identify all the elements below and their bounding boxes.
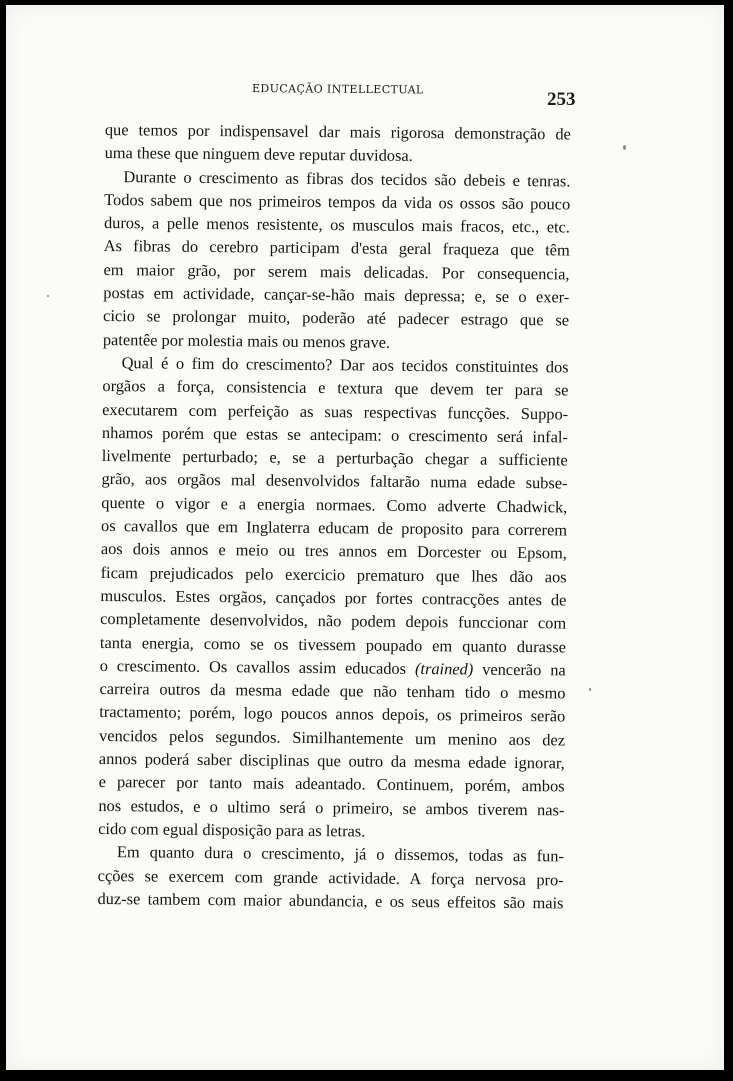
paper-speck [589,688,591,691]
text-line: tanta energia, como se os tivessem poupado em quanto durasse [99,632,567,656]
text-segment: o crescimento. Os cavallos assim educados [99,655,416,678]
book-page [6,5,724,1070]
text-line: orgãos a força, consistencia e textura que devem ter para se [102,376,569,400]
text-line: duz-se tambem com maior abundancia, e os seus effeitos são mais [97,888,564,913]
text-line: completamente desenvolvidos, não podem depois funccionar com [100,609,567,633]
text-line: postas em actividade, cançar-se-hão mais depressa; e, se o exer- [103,283,570,307]
text-line: vencidos pelos segundos. Similhantemente um menino aos dez [98,725,566,750]
italic-term: (trained) [414,658,474,679]
text-line: os cavallos que em Inglaterra educam de proposito para correrem [100,516,568,540]
paper-speck [623,145,626,150]
text-line: cções se exercem com grande actividade. A força nervosa pro- [97,865,564,889]
text-line: musculos. Estes orgãos, cançados por fortes contracções antes de [100,585,567,610]
text-line: Todos sabem que nos primeiros tempos da vida os ossos são pouco [104,189,571,214]
text-line: patentêe por molestia mais ou menos grave. [102,329,391,352]
text-line: nos estudos, e o ultimo será o primeiro, se ambos tiverem nas- [98,795,565,820]
text-line: cicio se prolongar muito, poderão até padecer estrago que se [103,306,570,330]
text-line: duros, a pelle menos resistente, os musculos mais fracos, etc., etc. [103,213,571,237]
text-line: nhamos porém que estas se antecipam: o crescimento será infal- [101,422,569,447]
body-text [97,118,571,915]
paper-speck [47,295,49,297]
text-line: grão, aos orgãos mal desenvolvidos faltarão numa edade subse- [101,469,568,493]
page-number: 253 [547,89,576,110]
text-line: uma these que ninguem deve reputar duvidosa. [104,143,413,166]
text-line: ficam prejudicados pelo exercicio prematuro que lhes dão aos [100,562,567,587]
text-line: em maior grão, por serem mais delicadas. Por consequencia, [103,259,570,284]
text-line: aos dois annos e meio ou tres annos em Dorcester ou Epsom, [100,539,567,563]
text-line: annos poderá saber disciplinas que outro da mesma edade ignorar, [98,748,565,773]
text-line: quente o vigor e a energia normaes. Como adverte Chadwick, [101,492,568,517]
text-segment: vencerão na [473,659,566,680]
text-line: e parecer por tanto mais adeantado. Continuem, porém, ambos [98,772,565,796]
text-line: executarem com perfeição as suas respectivas funcções. Suppo- [102,399,569,424]
text-line: Qual é o fim do crescimento? Dar aos tecidos constituintes dos [121,353,569,377]
text-line: que temos por indispensavel dar mais rigorosa demonstração de [104,119,571,144]
text-line: tractamento; porém, logo poucos annos depois, os primeiros serão [99,702,566,726]
text-line: livelmente perturbado; e, se a perturbação chegar a sufficiente [101,446,568,470]
running-header: EDUCAÇÃO INTELLECTUAL [251,82,424,97]
text-line: carreira outros da mesma edade que não tenham tido o mesmo [99,679,566,703]
text-line: Durante o crescimento as fibras dos tecidos são debeis e tenras. [123,166,571,191]
text-line: As fibras do cerebro participam d'esta geral fraqueza que têm [103,236,570,260]
text-line: cido com egual disposição para as letras. [98,818,366,841]
text-line: Em quanto dura o crescimento, já o dissemos, todas as fun- [116,842,565,866]
